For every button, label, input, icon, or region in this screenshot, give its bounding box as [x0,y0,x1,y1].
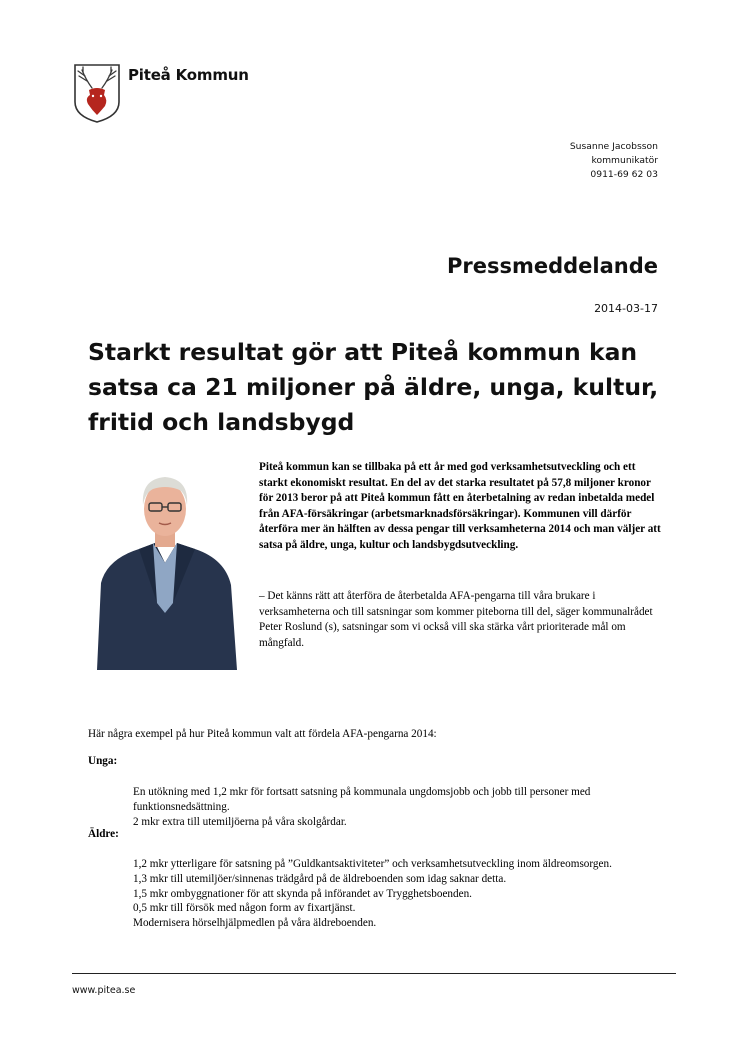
list-item: Modernisera hörselhjälpmedlen på våra äldreboenden. [133,917,377,930]
examples-intro: Här några exempel på hur Piteå kommun valt att fördela AFA-pengarna 2014: [88,728,437,740]
list-item: 1,5 mkr ombyggnationer för att skynda på införandet av Trygghetsboenden. [133,887,472,900]
list-item: 2 mkr extra till utemiljöerna på våra skolgårdar. [133,815,347,828]
footer-divider [72,973,676,974]
list-item: 1,2 mkr ytterligare för satsning på ”Guldkantsaktiviteter” och verksamhetsutveckling inom äldreomsorgen. [133,858,612,870]
footer-url[interactable]: www.pitea.se [72,985,136,996]
list-item: 1,3 mkr till utemiljöer/sinnenas trädgård på de äldreboenden som idag saknar detta. [133,872,507,885]
contact-phone: 0911-69 62 03 [590,169,658,180]
contact-name: Susanne Jacobsson [569,141,658,152]
quote-paragraph: – Det känns rätt att återföra de återbetalda AFA-pengarna till våra brukare i verksamheterna och till satsningar som kommer piteborna till del, säger kommunalrådet Peter Roslund (s), satsningar som vi också vill ska stärka vårt prioriterade mål om mångfald. [259,590,653,649]
document-type: Pressmeddelande [446,254,658,278]
document-date: 2014-03-17 [594,302,658,315]
list-item: En utökning med 1,2 mkr för fortsatt satsning på kommunala ungdomsjobb och jobb till personer med funktionsnedsättning. [133,786,591,813]
category-title-aldre: Äldre: [88,828,119,840]
category-title-unga: Unga: [88,755,118,767]
org-name: Piteå Kommun [128,66,249,84]
lead-paragraph: Piteå kommun kan se tillbaka på ett år med god verksamhetsutveckling och ett starkt ekonomiskt resultat. En del av det starka resultatet på 57,8 miljoner kronor för 2013 beror på att Piteå kommun fått en återbetalning av redan inbetalda medel från AFA-försäkringar (arbetsmarknadsförsäkringar). Kommunen vill därför återföra mer än hälften av dessa pengar till verksamheterna 2014 och man väljer att satsa på äldre, unga, kultur och landsbygdsutveckling. [259,461,661,551]
contact-block [570,140,658,182]
category-list-unga [133,785,663,829]
portrait-photo [87,463,243,670]
headline: Starkt resultat gör att Piteå kommun kan satsa ca 21 miljoner på äldre, unga, kultur, fritid och landsbygd [88,338,659,436]
contact-role: kommunikatör [591,155,658,166]
category-list-aldre [133,857,663,931]
list-item: 0,5 mkr till försök med någon form av fixartjänst. [133,902,356,915]
reindeer-coat-of-arms-icon [72,62,122,124]
